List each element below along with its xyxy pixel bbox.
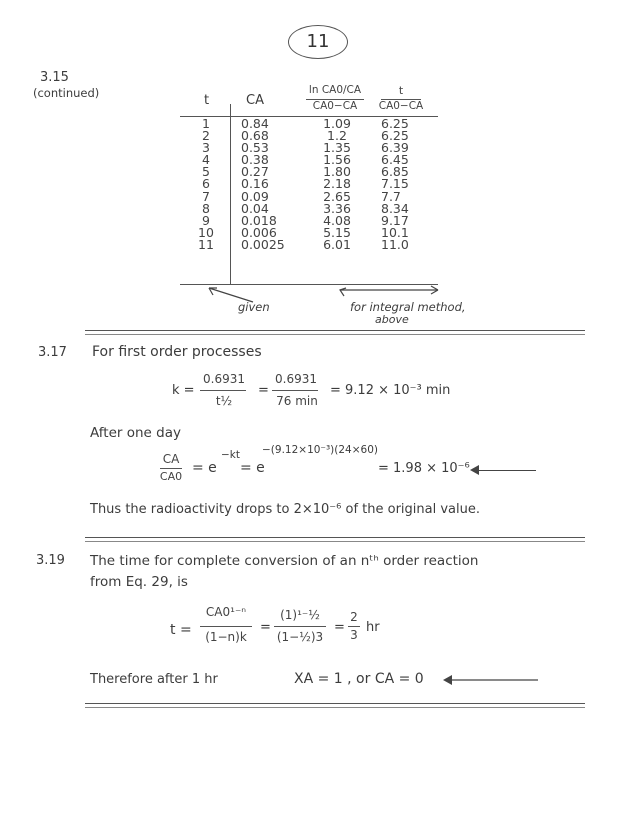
page-number: 11 [288,25,348,59]
ratio-expression-1: = e [192,460,217,476]
f3-denominator: 3 [350,628,358,642]
k-numerator-1: 0.6931 [203,372,245,386]
integral-note-line1: for integral method, [350,300,466,314]
section-divider-1 [85,330,585,331]
ratio-exponent-1: −kt [221,449,240,461]
k-equals: = [258,383,269,398]
table-cell-ca: 0.018 [241,212,277,228]
table-cell-ln: 3.36 [323,200,351,216]
conclusion-arrow [440,674,540,686]
table-cell-t2: 7.15 [381,176,409,192]
column-t [195,118,217,251]
table-cell-ln: 2.18 [323,176,351,192]
table-cell-t2: 9.17 [381,212,409,228]
table-cell-t2: 6.25 [381,116,409,131]
f1-numerator: CA0¹⁻ⁿ [205,605,247,619]
table-cell-t2: 6.45 [381,152,409,168]
table-cell-ca: 0.006 [241,224,277,240]
table-cell-t: 3 [202,140,210,156]
table-cell-t2: 8.34 [381,200,409,216]
header-ca: CA [246,93,264,108]
header-ln-numerator: ln CA0/CA [308,84,362,96]
section-divider-3b [85,707,585,708]
table-cell-t: 10 [198,224,214,240]
k-lhs: k = [172,383,195,398]
table-cell-ca: 0.0025 [241,236,285,252]
table-cell-ln: 6.01 [323,236,351,252]
ratio-denominator: CA0 [159,470,183,483]
column-ca [241,118,301,251]
f2-numerator: (1)¹⁻½ [280,608,320,622]
section-divider-1b [85,334,585,335]
time-unit: hr [366,620,380,635]
column-ln [317,118,357,251]
section-divider-2 [85,537,585,538]
table-cell-t2: 10.1 [381,224,409,240]
ratio-result-arrowhead [468,464,480,476]
problem-317-label: 3.17 [38,345,67,360]
f2-bar [274,626,326,627]
header-t2-denominator: CA0−CA [378,100,424,112]
table-cell-t: 1 [202,116,210,131]
table-cell-t2: 7.7 [381,188,401,204]
table-cell-ln: 1.56 [323,152,351,168]
f2-denominator: (1−½)3 [276,630,324,644]
f1-bar [200,626,252,627]
table-cell-ln: 4.08 [323,212,351,228]
table-cell-ln: 5.15 [323,224,351,240]
f3-numerator: 2 [350,610,358,624]
table-cell-ca: 0.27 [241,164,269,180]
ratio-exponent-2: −(9.12×10⁻³)(24×60) [262,444,378,456]
ratio-result-arrow [476,470,536,471]
table-cell-ca: 0.53 [241,140,269,156]
problem-319-line1: The time for complete conversion of an nᵗʰ order reaction [90,553,479,569]
table-cell-t2: 6.85 [381,164,409,180]
header-ln-denominator: CA0−CA [312,100,358,112]
problem-317-conclusion: Thus the radioactivity drops to 2×10⁻⁶ of the original value. [90,502,480,517]
table-cell-t: 7 [202,188,210,204]
problem-319-line2: from Eq. 29, is [90,574,188,590]
problem-317-heading: For first order processes [92,344,262,360]
table-cell-t2: 6.39 [381,140,409,156]
table-cell-t: 5 [202,164,210,180]
table-cell-t: 8 [202,200,210,216]
table-cell-ca: 0.09 [241,188,269,204]
column-t2 [381,118,421,251]
header-t: t [204,93,210,108]
table-cell-t: 11 [198,236,214,252]
given-note: given [238,300,270,314]
table-cell-ln: 1.09 [323,116,351,131]
ratio-result: = 1.98 × 10⁻⁶ [378,461,470,476]
header-t2-numerator: t [398,84,404,97]
table-cell-ca: 0.04 [241,200,269,216]
table-cell-ln: 1.35 [323,140,351,156]
ratio-numerator: CA [162,452,180,466]
table-cell-t: 4 [202,152,210,168]
table-cell-t: 6 [202,176,210,192]
k-result: = 9.12 × 10⁻³ min [330,383,451,398]
table-cell-ln: 1.2 [327,128,347,144]
problem-315-sublabel: (continued) [33,86,100,100]
after-one-day: After one day [90,425,181,441]
section-divider-3 [85,703,585,704]
section-divider-2b [85,541,585,542]
problem-319-conclusion-prefix: Therefore after 1 hr [90,672,218,687]
table-cell-t2: 11.0 [381,236,409,252]
k-numerator-2: 0.6931 [275,372,317,386]
table-cell-ca: 0.84 [241,116,269,131]
table-cell-ca: 0.68 [241,128,269,144]
table-cell-t: 2 [202,128,210,144]
f3-bar [348,626,360,627]
table-cell-ln: 2.65 [323,188,351,204]
k-bar-1 [200,390,246,391]
f-equals-1: = [260,620,271,635]
integral-note-line2: above [375,313,409,326]
problem-319-conclusion-result: XA = 1 , or CA = 0 [294,671,424,687]
t-lhs: t = [170,622,192,638]
ratio-bar [160,468,182,469]
table-cell-t2: 6.25 [381,128,409,144]
k-denominator-1: t½ [215,394,233,408]
data-table [195,118,435,283]
problem-319-label: 3.19 [36,553,65,568]
k-bar-2 [272,390,318,391]
f-equals-2: = [334,620,345,635]
ratio-expression-2: = e [240,460,265,476]
k-denominator-2: 76 min [276,394,318,408]
table-cell-t: 9 [202,212,210,228]
f1-denominator: (1−n)k [205,630,247,644]
table-cell-ca: 0.38 [241,152,269,168]
table-cell-ca: 0.16 [241,176,269,192]
problem-315-label: 3.15 [40,70,69,85]
table-cell-ln: 1.80 [323,164,351,180]
